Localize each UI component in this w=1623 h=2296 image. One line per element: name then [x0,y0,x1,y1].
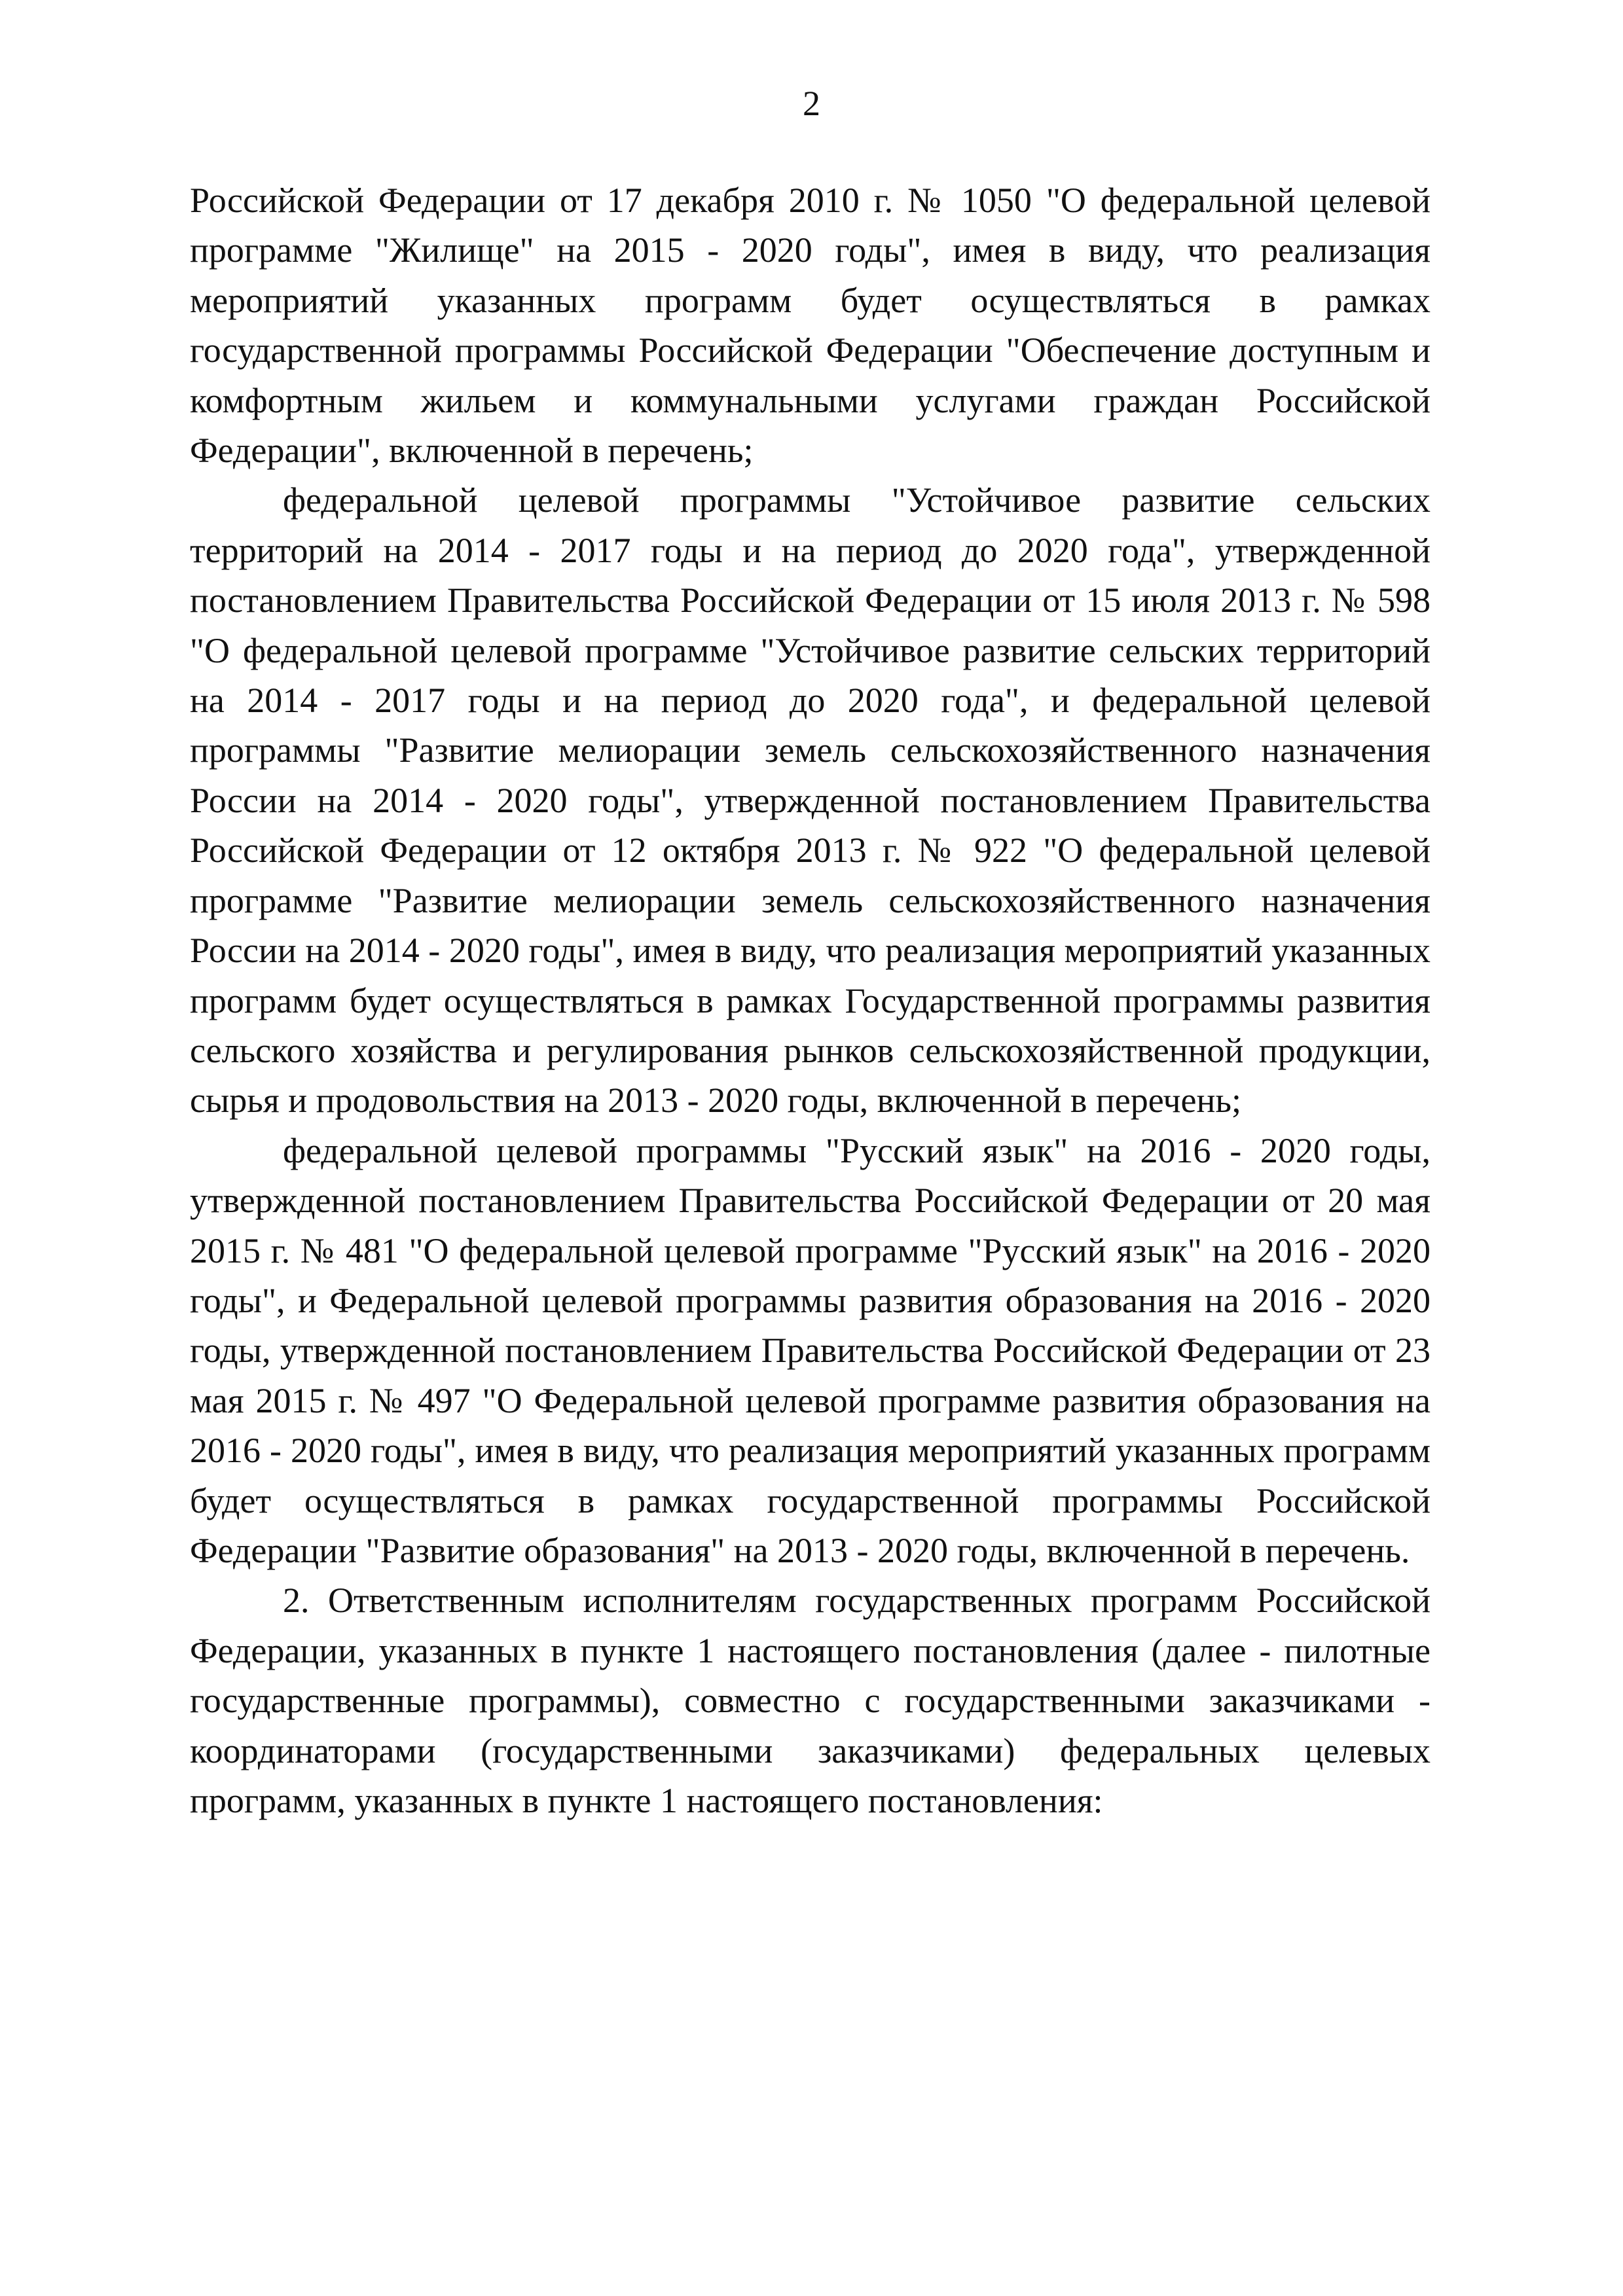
document-body [190,175,1431,1825]
paragraph-russian-language: федеральной целевой программы "Русский язык" на 2016 - 2020 годы, утвержденной постановлением Правительства Российской Федерации от 20 мая 2015 г. № 481 "О федеральной целевой программе "Русский язык" на 2016 - 2020 годы", и Федеральной целевой программы развития образования на 2016 - 2020 годы, утвержденной постановлением Правительства Российской Федерации от 23 мая 2015 г. № 497 "О Федеральной целевой программе развития образования на 2016 - 2020 годы", имея в виду, что реализация мероприятий указанных программ будет осуществляться в рамках государственной программы Российской Федерации "Развитие образования" на 2013 - 2020 годы, включенной в перечень. [190,1130,1431,1570]
paragraph-item-2: 2. Ответственным исполнителям государственных программ Российской Федерации, указанных в пункте 1 настоящего постановления (далее - пилотные государственные программы), совместно с государственными заказчиками - координаторами (государственными заказчиками) федеральных целевых программ, указанных в пункте 1 настоящего постановления: [190,1581,1431,1820]
page-number: 2 [803,84,820,123]
paragraph-continuation: Российской Федерации от 17 декабря 2010 г. № 1050 "О федеральной целевой программе "Жилище" на 2015 - 2020 годы", имея в виду, что реализация мероприятий указанных программ будет осуществляться в рамках государственной программы Российской Федерации "Обеспечение доступным и комфортным жильем и коммунальными услугами граждан Российской Федерации", включенной в перечень; [190,181,1431,471]
paragraph-rural-development: федеральной целевой программы "Устойчивое развитие сельских территорий на 2014 - 2017 годы и на период до 2020 года", утвержденной постановлением Правительства Российской Федерации от 15 июля 2013 г. № 598 "О федеральной целевой программе "Устойчивое развитие сельских территорий на 2014 - 2017 годы и на период до 2020 года", и федеральной целевой программы "Развитие мелиорации земель сельскохозяйственного назначения России на 2014 - 2020 годы", утвержденной постановлением Правительства Российской Федерации от 12 октября 2013 г. № 922 "О федеральной целевой программе "Развитие мелиорации земель сельскохозяйственного назначения России на 2014 - 2020 годы", имея в виду, что реализация мероприятий указанных программ будет осуществляться в рамках Государственной программы развития сельского хозяйства и регулирования рынков сельскохозяйственной продукции, сырья и продовольствия на 2013 - 2020 годы, включенной в перечень; [190,480,1431,1121]
